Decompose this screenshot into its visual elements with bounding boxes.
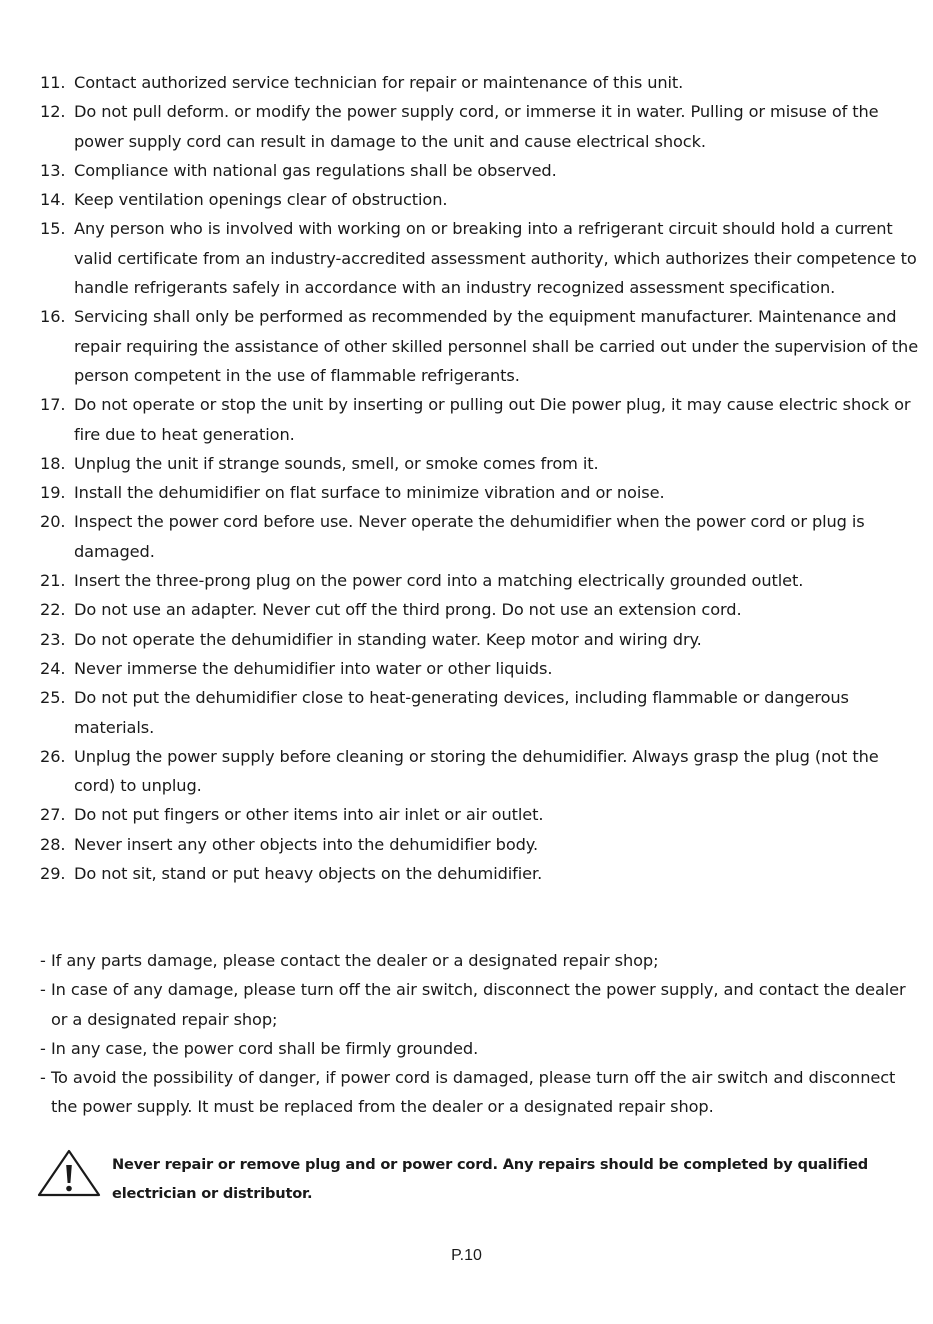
list-item: [40, 156, 920, 185]
item-number: 29.: [40, 864, 66, 884]
note-item: [40, 1063, 920, 1122]
item-number: 23.: [40, 629, 66, 649]
list-item: [40, 595, 920, 624]
item-number: 17.: [40, 395, 66, 415]
item-number: 21.: [40, 571, 66, 591]
item-text: Never immerse the dehumidifier into water or other liquids.: [74, 658, 553, 678]
list-item: [40, 214, 920, 302]
note-text: In case of any damage, please turn off the air switch, disconnect the power supply, and contact the dealer or a designated repair shop;: [51, 980, 906, 1029]
list-item: [40, 566, 920, 595]
note-dash: -: [40, 980, 46, 1000]
item-number: 12.: [40, 102, 66, 122]
item-text: Do not put fingers or other items into air inlet or air outlet.: [74, 805, 544, 825]
item-number: 14.: [40, 190, 66, 210]
item-text: Insert the three-prong plug on the power cord into a matching electrically grounded outlet.: [74, 571, 804, 591]
item-text: Do not put the dehumidifier close to heat-generating devices, including flammable or dangerous materials.: [74, 688, 849, 737]
safety-instructions-list: [40, 68, 920, 888]
item-number: 11.: [40, 73, 66, 92]
note-dash: -: [40, 951, 46, 970]
item-text: Unplug the unit if strange sounds, smell, or smoke comes from it.: [74, 453, 599, 473]
item-number: 13.: [40, 160, 66, 180]
note-text: If any parts damage, please contact the dealer or a designated repair shop;: [51, 951, 659, 970]
item-number: 26.: [40, 746, 66, 766]
item-number: 20.: [40, 512, 66, 532]
warning-triangle-icon: [36, 1148, 102, 1198]
page-number: P.10: [451, 1247, 482, 1264]
list-item: [40, 800, 920, 829]
item-text: Never insert any other objects into the dehumidifier body.: [74, 834, 539, 854]
item-text: Compliance with national gas regulations shall be observed.: [74, 160, 557, 180]
item-number: 19.: [40, 483, 66, 503]
item-text: Inspect the power cord before use. Never operate the dehumidifier when the power cord or plug is damaged.: [74, 512, 865, 561]
list-item: [40, 625, 920, 654]
list-item: [40, 654, 920, 683]
list-item: [40, 683, 920, 742]
item-text: Keep ventilation openings clear of obstruction.: [74, 190, 448, 210]
item-number: 15.: [40, 219, 66, 239]
note-text: To avoid the possibility of danger, if power cord is damaged, please turn off the air switch and disconnect the power supply. It must be replaced from the dealer or a designated repair shop.: [51, 1068, 896, 1117]
list-item: [40, 390, 920, 449]
list-item: [40, 449, 920, 478]
list-item: [40, 830, 920, 859]
item-number: 24.: [40, 658, 66, 678]
list-item: [40, 185, 920, 214]
item-number: 18.: [40, 453, 66, 473]
note-dash: -: [40, 1068, 46, 1088]
item-text: Do not sit, stand or put heavy objects on the dehumidifier.: [74, 864, 543, 884]
warning-box: [36, 1148, 896, 1200]
list-item: [40, 302, 920, 390]
item-number: 28.: [40, 834, 66, 854]
item-text: Unplug the power supply before cleaning or storing the dehumidifier. Always grasp the plug (not the cord) to unplug.: [74, 746, 879, 796]
item-text: Servicing shall only be performed as recommended by the equipment manufacturer. Maintenance and repair requiring the assistance of other skilled personnel shall be carried out under the supervision of the person competent in the use of flammable refrigerants.: [74, 307, 919, 385]
note-item: [40, 975, 920, 1034]
item-text: Install the dehumidifier on flat surface to minimize vibration and or noise.: [74, 483, 665, 503]
list-item: [40, 742, 920, 801]
list-item: [40, 97, 920, 156]
item-text: Do not operate or stop the unit by inserting or pulling out Die power plug, it may cause electric shock or fire due to heat generation.: [74, 395, 911, 444]
list-item: [40, 859, 920, 888]
note-item: [40, 946, 920, 975]
note-text: In any case, the power cord shall be firmly grounded.: [51, 1038, 479, 1058]
warning-text: Never repair or remove plug and or power cord. Any repairs should be completed by qualified electrician or distributor.: [112, 1156, 869, 1202]
item-number: 25.: [40, 688, 66, 708]
item-text: Contact authorized service technician for repair or maintenance of this unit.: [74, 73, 684, 92]
list-item: [40, 478, 920, 507]
note-item: [40, 1034, 920, 1063]
item-text: Any person who is involved with working on or breaking into a refrigerant circuit should hold a current valid certificate from an industry-accredited assessment authority, which authorizes their competence to handle refrigerants safely in accordance with an industry recognized assessment specification.: [74, 219, 917, 298]
item-number: 16.: [40, 307, 66, 327]
list-item: [40, 68, 920, 97]
damage-notes-list: [40, 946, 920, 1122]
item-number: 27.: [40, 805, 66, 825]
item-text: Do not use an adapter. Never cut off the third prong. Do not use an extension cord.: [74, 600, 742, 620]
item-text: Do not pull deform. or modify the power supply cord, or immerse it in water. Pulling or misuse of the power supply cord can result in damage to the unit and cause electrical shock.: [74, 102, 879, 151]
item-text: Do not operate the dehumidifier in standing water. Keep motor and wiring dry.: [74, 629, 702, 649]
item-number: 22.: [40, 600, 66, 620]
list-item: [40, 507, 920, 566]
note-dash: -: [40, 1038, 46, 1058]
